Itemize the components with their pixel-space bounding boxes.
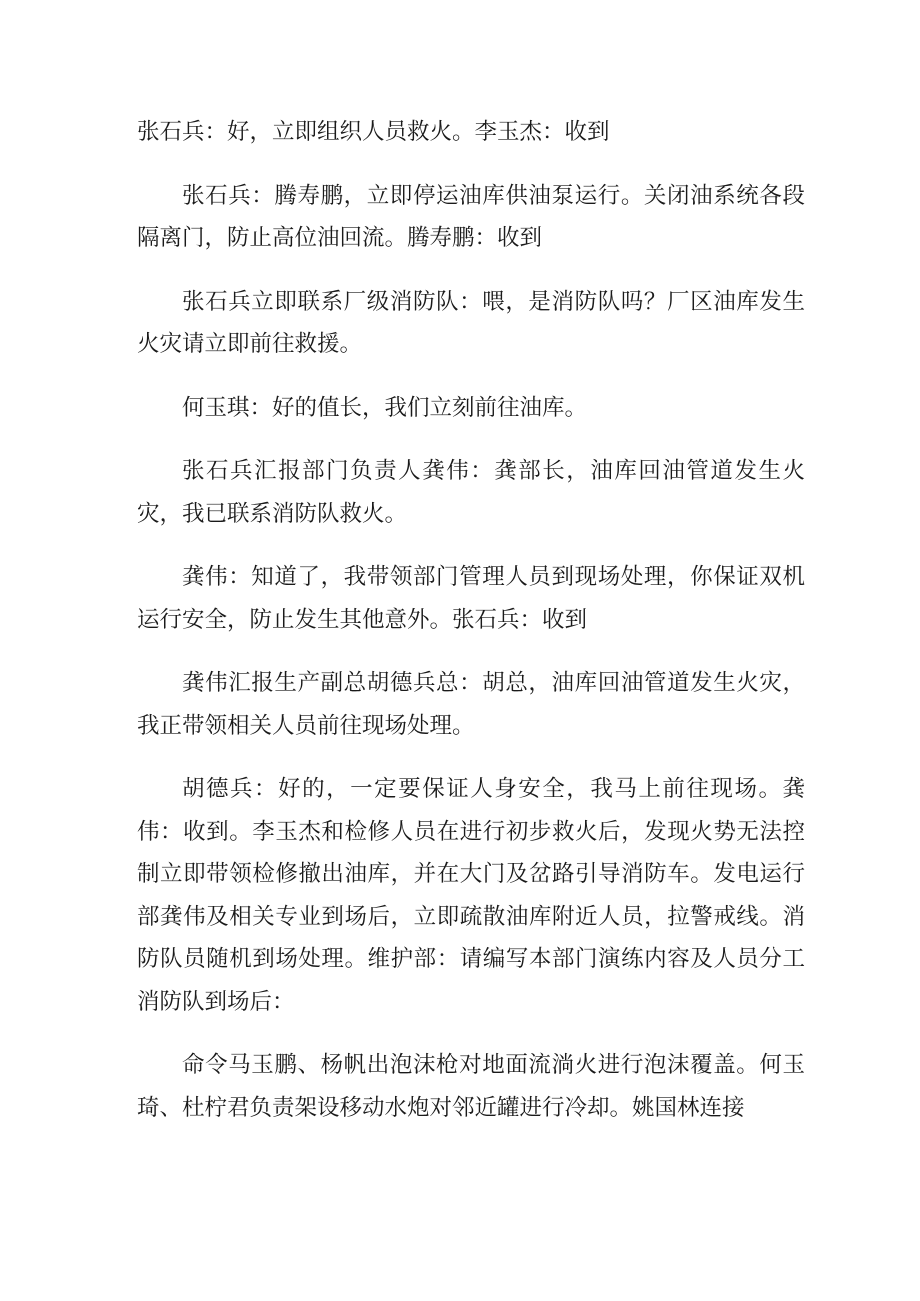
paragraph-8: 胡德兵：好的，一定要保证人身安全，我马上前往现场。龚伟：收到。李玉杰和检修人员在进行初步救火后，发现火势无法控制立即带领检修撤出油库，并在大门及岔路引导消防车。发电运行部龚伟及相关专业到场后，立即疏散油库附近人员，拉警戒线。消防队员随机到场处理。维护部：请编写本部门演练内容及人员分工消防队到场后： (137, 776, 805, 1015)
paragraph-5: 张石兵汇报部门负责人龚伟：龚部长，油库回油管道发生火灾，我已联系消防队救火。 (137, 458, 805, 527)
paragraph-9: 命令马玉鹏、杨帆出泡沫枪对地面流淌火进行泡沫覆盖。何玉琦、杜柠君负责架设移动水炮对邻近罐进行冷却。姚国林连接 (137, 1052, 805, 1121)
paragraph-4: 何玉琪：好的值长，我们立刻前往油库。 (182, 394, 588, 421)
paragraph-6: 龚伟：知道了，我带领部门管理人员到现场处理，你保证双机运行安全，防止发生其他意外。张石兵：收到 (137, 564, 805, 633)
document-body (137, 111, 805, 1150)
paragraph-1: 张石兵：好，立即组织人员救火。李玉杰：收到 (137, 119, 610, 145)
paragraph-3: 张石兵立即联系厂级消防队：喂，是消防队吗？厂区油库发生火灾请立即前往救援。 (137, 288, 805, 357)
paragraph-7: 龚伟汇报生产副总胡德兵总：胡总，油库回油管道发生火灾，我正带领相关人员前往现场处理。 (137, 670, 805, 739)
paragraph-2: 张石兵：腾寿鹏，立即停运油库供油泵运行。关闭油系统各段隔离门，防止高位油回流。腾寿鹏：收到 (137, 182, 805, 251)
